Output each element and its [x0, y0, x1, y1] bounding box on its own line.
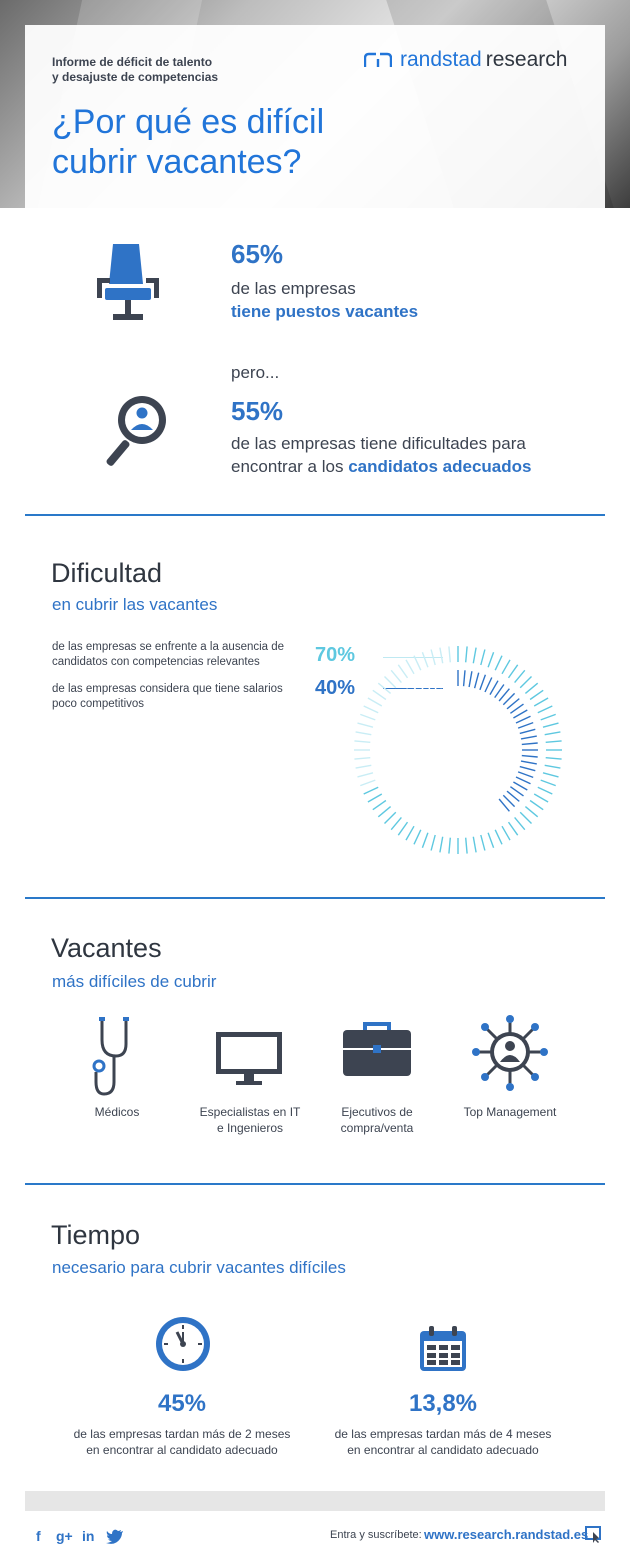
chart-tick-70: [431, 835, 435, 851]
chart-tick-70: [525, 807, 537, 817]
chart-tick-70: [449, 838, 450, 854]
stat-55-text-line1: de las empresas tiene dificultades para: [231, 434, 526, 453]
chart-tick-40: [383, 772, 398, 778]
job-label: [185, 1104, 315, 1136]
chart-tick-40: [401, 795, 412, 806]
radial-chart: [340, 640, 570, 860]
chart-tick-70: [368, 698, 382, 706]
stat-55-text-plain: encontrar a los: [231, 457, 344, 476]
vacancies-subtitle: más difíciles de cubrir: [52, 972, 217, 991]
chart-tick-40: [418, 681, 426, 695]
chart-tick-40: [412, 802, 421, 815]
twitter-icon[interactable]: [106, 1529, 124, 1544]
chart-tick-70: [414, 830, 421, 845]
chart-tick-40: [469, 813, 472, 829]
chart-tick-40: [507, 699, 519, 709]
chart-tick-40: [513, 782, 527, 790]
difficulty-item-text: de las empresas considera que tiene salarios poco competitivos: [52, 683, 283, 710]
chart-tick-70: [495, 656, 502, 671]
network-person-icon: [470, 1014, 550, 1092]
logo-brand: randstad: [400, 48, 482, 71]
chart-tick-40: [412, 685, 421, 698]
chart-tick-70: [406, 826, 414, 840]
chart-tick-70: [520, 677, 531, 688]
chart-tick-40: [451, 670, 452, 686]
chart-tick-40: [499, 689, 509, 701]
report-title-line1: Informe de déficit de talento: [52, 55, 213, 69]
chart-tick-40: [475, 673, 479, 689]
chart-tick-70: [378, 807, 390, 817]
randstad-logo[interactable]: [364, 48, 567, 72]
chart-tick-40: [518, 772, 533, 778]
chart-tick-70: [473, 648, 476, 664]
calendar-icon: [418, 1325, 468, 1373]
chart-tick-40: [520, 729, 536, 733]
chart-tick-40: [401, 693, 412, 704]
report-title-line2: y desajuste de competencias: [52, 70, 219, 84]
chart-tick-70: [502, 660, 510, 674]
chart-tick-40: [485, 678, 492, 693]
logo-research: research: [485, 48, 568, 71]
chart-tick-70: [398, 665, 407, 678]
chart-tick-70: [515, 670, 525, 682]
chart-tick-40: [444, 671, 447, 687]
chart-tick-70: [440, 837, 443, 853]
chart-tick-40: [444, 813, 447, 829]
chart-tick-70: [398, 822, 407, 835]
chart-tick-40: [469, 671, 472, 687]
chart-tick-70: [541, 714, 556, 720]
linkedin-icon[interactable]: in: [82, 1528, 95, 1544]
job-label-line1: Ejecutivos de: [341, 1105, 413, 1119]
chart-tick-70: [356, 765, 372, 768]
chart-tick-40: [485, 808, 492, 823]
chart-tick-40: [424, 808, 431, 823]
office-chair-icon: [93, 242, 163, 326]
time-stat-text: [313, 1426, 573, 1458]
chart-tick-70: [473, 837, 476, 853]
time-title: Tiempo: [51, 1220, 141, 1250]
chart-tick-70: [525, 683, 537, 693]
chart-tick-70: [358, 773, 374, 777]
stat-65-value: 65%: [231, 239, 284, 269]
job-label-line1: Médicos: [94, 1105, 140, 1119]
google-plus-icon[interactable]: g+: [56, 1528, 73, 1544]
stat-65-strong: tiene puestos vacantes: [231, 302, 419, 321]
stat-55-text-line2: [231, 457, 531, 477]
chart-tick-40: [516, 777, 531, 784]
chart-tick-40: [480, 810, 486, 825]
chart-tick-70: [466, 646, 467, 662]
footer-bar: [25, 1491, 605, 1511]
chart-tick-70: [449, 646, 450, 662]
randstad-logo-icon: [364, 52, 392, 68]
chart-tick-70: [515, 817, 525, 829]
time-stat-line1: de las empresas tardan más de 4 meses: [334, 1427, 552, 1441]
chart-tick-40: [386, 716, 401, 723]
chart-tick-70: [422, 652, 428, 667]
section-divider: [25, 897, 605, 899]
chart-tick-40: [495, 685, 504, 698]
job-label: [312, 1104, 442, 1136]
chart-tick-70: [495, 830, 502, 845]
chart-tick-70: [520, 812, 531, 823]
chart-tick-70: [545, 732, 561, 735]
chart-tick-70: [364, 787, 379, 794]
chart-tick-40: [503, 795, 514, 806]
chart-tick-40: [513, 710, 527, 718]
chart-tick-70: [360, 780, 375, 786]
chart-tick-70: [481, 835, 485, 851]
chart-tick-40: [407, 689, 417, 701]
chart-tick-70: [530, 690, 543, 699]
chart-tick-40: [383, 723, 398, 729]
chart-tick-70: [546, 741, 562, 742]
stat-55-value: 55%: [231, 396, 284, 426]
chart-tick-40: [424, 678, 431, 693]
chart-tick-70: [385, 812, 396, 823]
chart-tick-40: [437, 673, 441, 689]
chart-tick-70: [538, 787, 553, 794]
chart-tick-40: [418, 805, 426, 819]
clock-icon: [154, 1315, 212, 1373]
chart-tick-40: [407, 799, 417, 811]
chart-tick-40: [381, 767, 397, 771]
chart-tick-70: [440, 648, 443, 664]
chart-tick-70: [373, 690, 386, 699]
chart-tick-40: [520, 767, 536, 771]
chart-tick-40: [464, 814, 465, 830]
chart-tick-40: [381, 729, 397, 733]
job-label: [445, 1104, 575, 1120]
chart-tick-40: [475, 812, 479, 828]
chart-tick-40: [518, 723, 533, 729]
difficulty-title: Dificultad: [51, 558, 163, 588]
chart-tick-70: [368, 794, 382, 802]
chart-tick-40: [378, 756, 394, 757]
chart-tick-70: [509, 665, 518, 678]
chart-tick-40: [397, 791, 409, 801]
chart-tick-70: [488, 833, 494, 848]
chart-tick-40: [393, 787, 406, 796]
magnifier-person-icon: [106, 392, 172, 472]
vacancies-title: Vacantes: [51, 933, 162, 963]
chart-tick-70: [488, 652, 494, 667]
stat-65-text: de las empresas: [231, 279, 356, 298]
chart-tick-40: [503, 693, 514, 704]
page-title-line2: cubrir vacantes?: [52, 143, 302, 181]
chart-tick-40: [510, 787, 523, 796]
monitor-icon: [214, 1030, 284, 1088]
job-label: [52, 1104, 182, 1120]
time-stat-value: 13,8%: [408, 1390, 478, 1417]
chart-tick-70: [354, 758, 370, 759]
chart-tick-70: [356, 732, 372, 735]
briefcase-icon: [341, 1020, 413, 1080]
chart-tick-70: [422, 833, 428, 848]
connector-text: pero...: [231, 363, 280, 382]
page-title-line1: ¿Por qué es difícil: [52, 103, 325, 141]
chart-tick-70: [358, 723, 374, 727]
chart-tick-70: [364, 706, 379, 713]
chart-tick-70: [391, 670, 401, 682]
job-label-line2: compra/venta: [340, 1121, 414, 1135]
click-pointer-icon[interactable]: [585, 1526, 603, 1544]
chart-tick-40: [451, 814, 452, 830]
chart-tick-40: [437, 812, 441, 828]
chart-tick-70: [546, 758, 562, 759]
chart-tick-40: [431, 675, 437, 690]
chart-tick-70: [378, 683, 390, 693]
chart-tick-70: [431, 650, 435, 666]
chart-tick-70: [543, 723, 559, 727]
job-label-line1: Top Management: [463, 1105, 557, 1119]
facebook-icon[interactable]: f: [36, 1528, 41, 1544]
chart-tick-70: [414, 656, 421, 671]
chart-tick-40: [495, 802, 504, 815]
website-link[interactable]: www.research.randstad.es: [424, 1527, 589, 1542]
chart-tick-70: [509, 822, 518, 835]
chart-tick-40: [389, 782, 403, 790]
chart-tick-70: [534, 698, 548, 706]
chart-tick-40: [516, 716, 531, 723]
chart-tick-40: [522, 756, 538, 757]
chart-tick-40: [480, 675, 486, 690]
section-divider: [25, 1183, 605, 1185]
time-subtitle: necesario para cubrir vacantes difíciles: [52, 1258, 346, 1277]
stat-55-strong: candidatos adecuados: [348, 457, 532, 476]
chart-tick-40: [521, 761, 537, 764]
difficulty-item-value: 70%: [315, 644, 356, 666]
time-stat-value: 45%: [157, 1390, 207, 1417]
chart-tick-70: [545, 765, 561, 768]
chart-tick-40: [389, 710, 403, 718]
difficulty-item-text: de las empresas se enfrente a la ausencia de candidatos con competencias relevantes: [52, 641, 285, 668]
time-stat-line2: en encontrar al candidato adecuado: [86, 1443, 278, 1457]
chart-tick-40: [386, 777, 401, 784]
job-label-line2: e Ingenieros: [216, 1121, 284, 1135]
chart-tick-70: [391, 817, 401, 829]
chart-tick-40: [499, 799, 509, 811]
chart-tick-70: [530, 801, 543, 810]
chart-tick-70: [502, 826, 510, 840]
chart-tick-40: [378, 743, 394, 744]
chart-tick-40: [490, 805, 498, 819]
difficulty-item-value: 40%: [315, 677, 356, 699]
subscribe-label: Entra y suscríbete:: [330, 1529, 422, 1541]
chart-tick-40: [464, 670, 465, 686]
chart-tick-70: [534, 794, 548, 802]
chart-tick-70: [354, 741, 370, 742]
time-stat-line1: de las empresas tardan más de 2 meses: [73, 1427, 291, 1441]
difficulty-subtitle: en cubrir las vacantes: [52, 595, 218, 614]
chart-tick-40: [522, 743, 538, 744]
chart-tick-70: [360, 714, 375, 720]
time-stat-line2: en encontrar al candidato adecuado: [347, 1443, 539, 1457]
chart-tick-70: [385, 677, 396, 688]
chart-tick-70: [538, 706, 553, 713]
chart-tick-70: [543, 773, 559, 777]
chart-tick-70: [406, 660, 414, 674]
chart-tick-40: [379, 761, 395, 764]
section-divider: [25, 514, 605, 516]
chart-tick-40: [393, 704, 406, 713]
chart-tick-40: [379, 736, 395, 739]
chart-tick-70: [541, 780, 556, 786]
chart-tick-70: [466, 838, 467, 854]
chart-tick-70: [373, 801, 386, 810]
time-stat-text: [52, 1426, 312, 1458]
chart-tick-40: [510, 704, 523, 713]
stethoscope-icon: [92, 1016, 138, 1098]
chart-tick-40: [521, 736, 537, 739]
chart-tick-40: [431, 810, 437, 825]
chart-tick-70: [481, 650, 485, 666]
chart-tick-40: [397, 699, 409, 709]
job-label-line1: Especialistas en IT: [199, 1105, 301, 1119]
chart-tick-40: [490, 681, 498, 695]
